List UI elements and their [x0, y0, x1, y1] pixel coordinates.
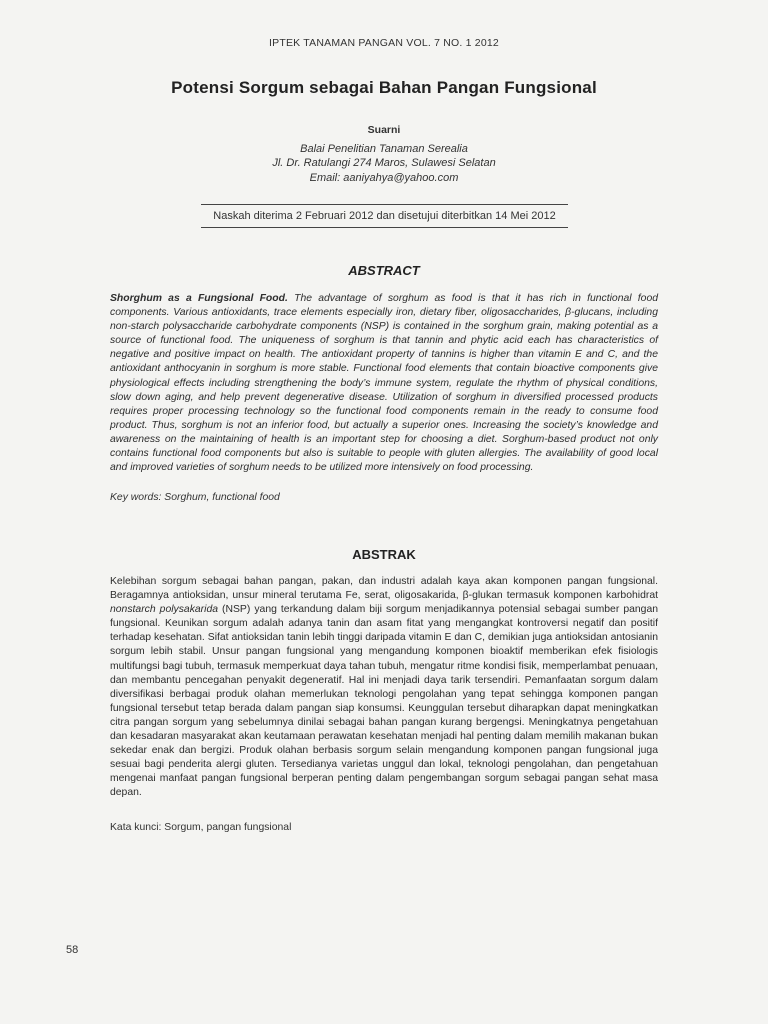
abstract-indonesian — [110, 575, 658, 801]
abstrak-heading: ABSTRAK — [352, 547, 416, 562]
abstract-lead: Shorghum as a Fungsional Food. — [110, 293, 288, 304]
paper-title: Potensi Sorgum sebagai Bahan Pangan Fungsional — [171, 78, 597, 97]
abstract-heading: ABSTRACT — [348, 263, 420, 278]
abstrak-italic-term: nonstarch polysakarida — [110, 604, 218, 616]
author-affiliation: Balai Penelitian Tanaman Serealia — [300, 143, 468, 155]
page-number: 58 — [66, 944, 79, 956]
abstract-body: The advantage of sorghum as food is that it has rich in functional food components. Various antioxidants, trace elements especially iron, dietary fiber, oligosaccharides, β-glucans, including non-starch polysaccharide carbohydrate components (NSP) is contained in the sorghum grain, making potential as a source of functional food. The uniqueness of sorghum is that tannin and phytic acid each has characteristics of negative and positive impact on health. The antioxidant property of tannins is higher than vitamin E and C, and the antioxidant anthocyanin in sorghum is more stable. Functional food elements that contain bioactive components give physiological effects including strengthening the body’s immune system, regulate the rhythm of physical conditions, slow down aging, and help prevent degenerative disease. Utilization of sorghum in diversified processed products requires proper processing technology so the functional food components remain in the ready to consume food product. Thus, sorghum is not an inferior food, but actually a superior ones. Increasing the society’s knowledge and awareness on the maintaining of health is an important step for choosing a diet. Sorghum-based product not only contains functional food components but also is suitable to people with gluten allergies. The availability of good local and improved varieties of sorghum needs to be utilized more intensively on food processing. — [110, 293, 658, 474]
abstract-english — [110, 292, 658, 475]
author-name: Suarni — [367, 124, 401, 136]
keywords-indonesian: Kata kunci: Sorgum, pangan fungsional — [110, 822, 292, 833]
keywords-english: Key words: Sorghum, functional food — [110, 492, 280, 503]
received-date-box: Naskah diterima 2 Februari 2012 dan disetujui diterbitkan 14 Mei 2012 — [201, 204, 568, 228]
journal-header: IPTEK TANAMAN PANGAN VOL. 7 NO. 1 2012 — [269, 37, 499, 49]
abstrak-body-2: (NSP) yang terkandung dalam biji sorgum menjadikannya potensial sebagai sumber pangan fungsional. Keunikan sorgum adalah adanya tanin dan asam fitat yang mengangkat kontroversi negatif dan positif terhadap kesehatan. Sifat antioksidan tanin lebih tinggi daripada vitamin E dan C, demikian juga antioksidan antosianin sorgum lebih stabil. Unsur pangan fungsional yang mengandung komponen bioaktif memberikan efek fisiologis multifungsi bagi tubuh, termasuk memperkuat daya tahan tubuh, mengatur ritme kondisi fisik, memperlambat penuaan, dan membantu pencegahan penyakit degeneratif. Hal ini menjadi daya tarik tersendiri. Pemanfaatan sorgum dalam diversifikasi berbagai produk olahan memerlukan teknologi pengolahan yang tepat sehingga komponen pangan fungsional tersebut tetap berada dalam pangan siap konsumsi. Keunggulan tersebut diharapkan dapat meningkatkan citra pangan sorgum yang sebelumnya dinilai sebagai bahan pangan kurang bergengsi. Meningkatnya pengetahuan dan kesadaran masyarakat akan keutamaan perawatan kesehatan menjadi hal penting dalam memilih makanan bukan sekedar enak dan bergizi. Produk olahan berbasis sorgum selain mengandung komponen pangan fungsional juga sesuai bagi penderita alergi gluten. Tersedianya varietas unggul dan lokal, teknologi pengolahan, dan pengetahuan mengenai manfaat pangan fungsional berperan penting dalam pengembangan sorgum sebagai pangan sehat masa depan. — [110, 604, 658, 799]
author-email: Email: aaniyahya@yahoo.com — [309, 172, 459, 184]
abstrak-body-1: Kelebihan sorgum sebagai bahan pangan, pakan, dan industri adalah kaya akan komponen pangan fungsional. Beragamnya antioksidan, unsur mineral terutama Fe, serat, oligosakarida, β-glukan termasuk komponen karbohidrat — [110, 576, 658, 602]
author-address: Jl. Dr. Ratulangi 274 Maros, Sulawesi Selatan — [272, 157, 496, 169]
